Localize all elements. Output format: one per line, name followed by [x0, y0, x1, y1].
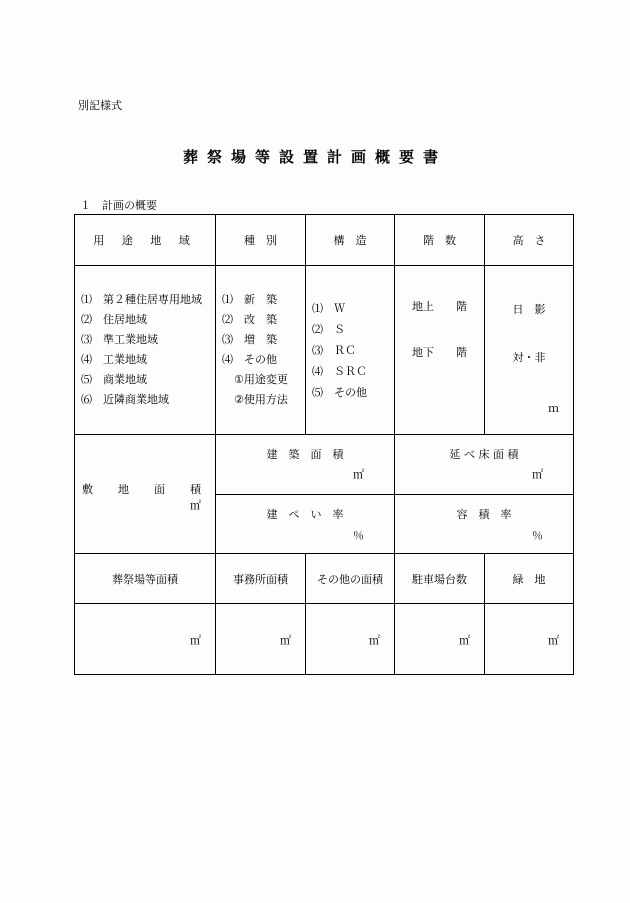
building-area-cell	[216, 435, 395, 495]
usage-area-item: ⑵ 住居地域	[81, 313, 147, 326]
other-area-value	[306, 604, 395, 675]
floor-area-ratio-unit: ％	[532, 529, 543, 542]
total-floor-area-cell	[395, 435, 574, 495]
other-area-unit: ㎡	[369, 634, 380, 647]
height-cell	[485, 266, 574, 435]
parking-count-unit: ㎡	[459, 634, 470, 647]
coverage-ratio-unit: ％	[353, 529, 364, 542]
site-area-unit: ㎡	[190, 499, 201, 512]
site-area-label: 敷 地 面 積	[82, 483, 208, 496]
usage-area-item: ⑸ 商業地域	[81, 373, 147, 386]
structure-item: ⑶ ＲＣ	[312, 343, 356, 357]
type-item: ⑴ 新 築	[222, 293, 277, 306]
type-subitem: ①用途変更	[234, 373, 288, 386]
structure-options	[306, 266, 395, 435]
height-unit: ｍ	[548, 402, 559, 415]
site-area-cell	[75, 435, 216, 554]
usage-area-item: ⑶ 準工業地域	[81, 333, 158, 346]
structure-item: ⑸ その他	[312, 385, 367, 399]
total-floor-area-label: 延 べ 床 面 積	[449, 448, 519, 461]
plan-summary-table	[74, 214, 574, 675]
building-area-label: 建 築 面 積	[266, 448, 344, 461]
parking-count-value	[395, 604, 485, 675]
coverage-ratio-label: 建 ペ い 率	[266, 508, 344, 521]
header-usage-area: 用 途 地 域	[75, 215, 216, 266]
form-label: 別記様式	[78, 99, 122, 112]
header-green-area: 緑 地	[485, 554, 574, 604]
structure-item: ⑵ Ｓ	[312, 322, 345, 336]
green-area-value	[485, 604, 574, 675]
total-floor-area-unit: ㎡	[532, 468, 543, 481]
document-title: 葬祭場等設置計画概要書	[182, 148, 447, 166]
green-area-unit: ㎡	[548, 634, 559, 647]
header-type: 種 別	[216, 215, 306, 266]
office-area-unit: ㎡	[280, 634, 291, 647]
usage-area-item: ⑹ 近隣商業地域	[81, 393, 169, 406]
usage-area-item: ⑷ 工業地域	[81, 353, 147, 366]
type-item: ⑵ 改 築	[222, 313, 277, 326]
office-area-value	[216, 604, 306, 675]
header-floors: 階 数	[395, 215, 485, 266]
ceremony-area-value	[75, 604, 216, 675]
floor-area-ratio-label: 容 積 率	[456, 508, 512, 521]
floor-area-ratio-cell	[395, 495, 574, 554]
floors-below: 地下 階	[412, 346, 467, 359]
header-height: 高 さ	[485, 215, 574, 266]
usage-area-item: ⑴ 第２種住居専用地域	[81, 293, 202, 306]
header-office-area: 事務所面積	[216, 554, 306, 604]
header-parking-count: 駐車場台数	[395, 554, 485, 604]
ceremony-area-unit: ㎡	[190, 634, 201, 647]
height-applicable: 対・非	[512, 351, 546, 364]
structure-item: ⑴ Ｗ	[312, 301, 345, 315]
type-subitem: ②使用方法	[234, 393, 288, 406]
height-shadow: 日 影	[512, 303, 546, 316]
building-area-unit: ㎡	[353, 468, 364, 481]
structure-item: ⑷ ＳＲＣ	[312, 364, 367, 378]
type-item: ⑶ 増 築	[222, 333, 277, 346]
section-heading: １ 計画の概要	[80, 199, 157, 212]
type-item: ⑷ その他	[222, 353, 277, 366]
header-structure: 構 造	[306, 215, 395, 266]
header-other-area: その他の面積	[306, 554, 395, 604]
coverage-ratio-cell	[216, 495, 395, 554]
usage-area-options	[75, 266, 216, 435]
floors-above: 地上 階	[412, 300, 467, 313]
floors-cell	[395, 266, 485, 435]
type-options	[216, 266, 306, 435]
header-ceremony-area: 葬祭場等面積	[75, 554, 216, 604]
